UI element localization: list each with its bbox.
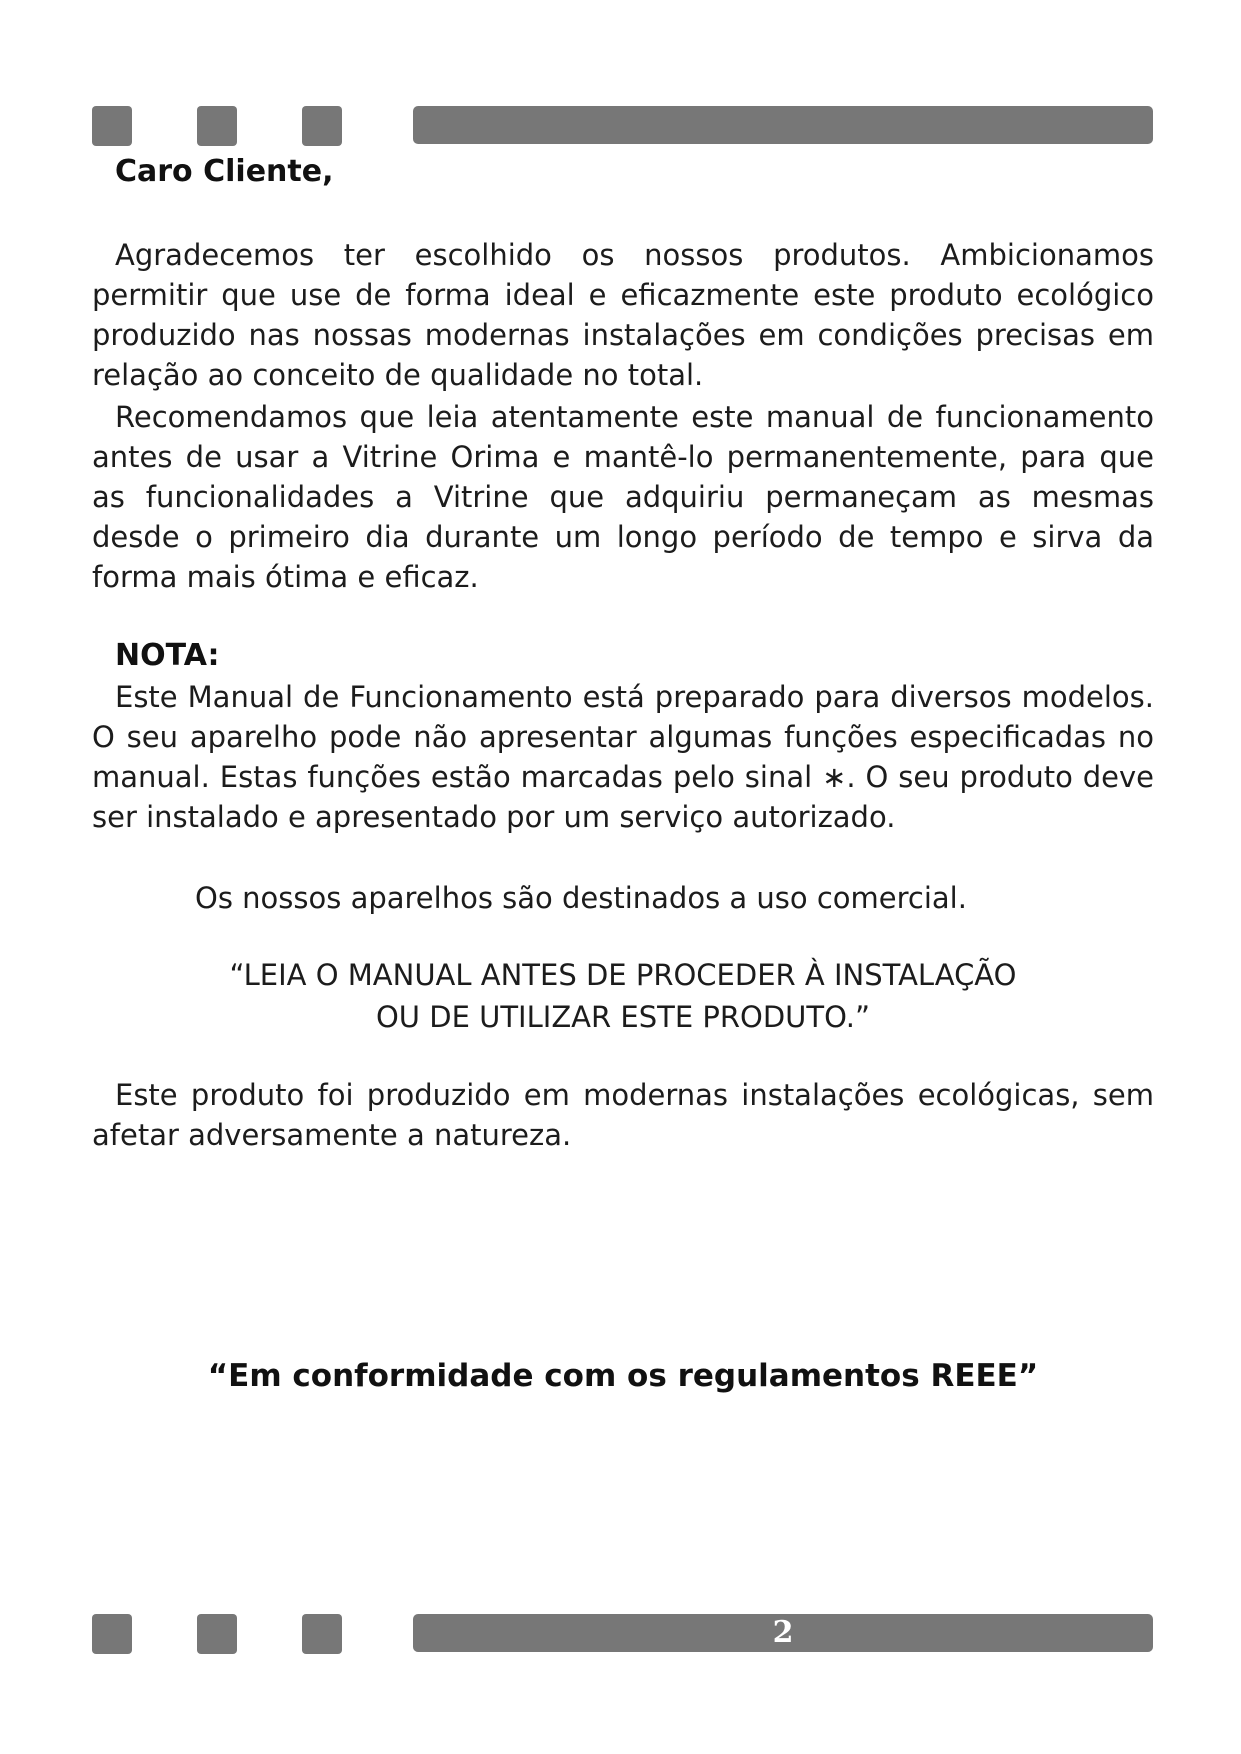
page-number: 2 — [772, 1615, 794, 1650]
note-paragraph: Este Manual de Funcionamento está preparado para diversos modelos. O seu aparelho pode não apresentar algumas funções especificadas no manual. Estas funções estão marcadas pelo sinal ∗. O seu produto deve ser instalado e apresentado por um serviço autorizado. — [92, 680, 1154, 834]
eco-statement: Este produto foi produzido em modernas instalações ecológicas, sem afetar adversamente a natureza. — [92, 1078, 1154, 1152]
footer-square-3 — [302, 1614, 342, 1654]
header-bar — [413, 106, 1153, 144]
intro-paragraph-2: Recomendamos que leia atentamente este manual de funcionamento antes de usar a Vitrine Orima e mantê-lo permanentemente, para que as funcionalidades a Vitrine que adquiriu permaneçam as mesmas desde o primeiro dia durante um longo período de tempo e sirva da forma mais ótima e eficaz. — [92, 400, 1154, 594]
greeting-heading: Caro Cliente, — [115, 154, 334, 189]
warning-line-2: OU DE UTILIZAR ESTE PRODUTO.” — [375, 1000, 871, 1034]
header-square-1 — [92, 106, 132, 146]
compliance-statement: “Em conformidade com os regulamentos REEE” — [207, 1358, 1039, 1394]
footer-square-1 — [92, 1614, 132, 1654]
header-square-3 — [302, 106, 342, 146]
header-square-2 — [197, 106, 237, 146]
intro-paragraph-1: Agradecemos ter escolhido os nossos produtos. Ambicionamos permitir que use de forma ideal e eficazmente este produto ecológico produzido nas nossas modernas instalações em condições precisas em relação ao conceito de qualidade no total. — [92, 238, 1154, 392]
warning-text — [92, 954, 1154, 1038]
commercial-use-text: Os nossos aparelhos são destinados a uso comercial. — [195, 881, 967, 915]
note-heading: NOTA: — [115, 638, 220, 673]
warning-line-1: “LEIA O MANUAL ANTES DE PROCEDER À INSTALAÇÃO — [229, 958, 1017, 992]
footer-square-2 — [197, 1614, 237, 1654]
